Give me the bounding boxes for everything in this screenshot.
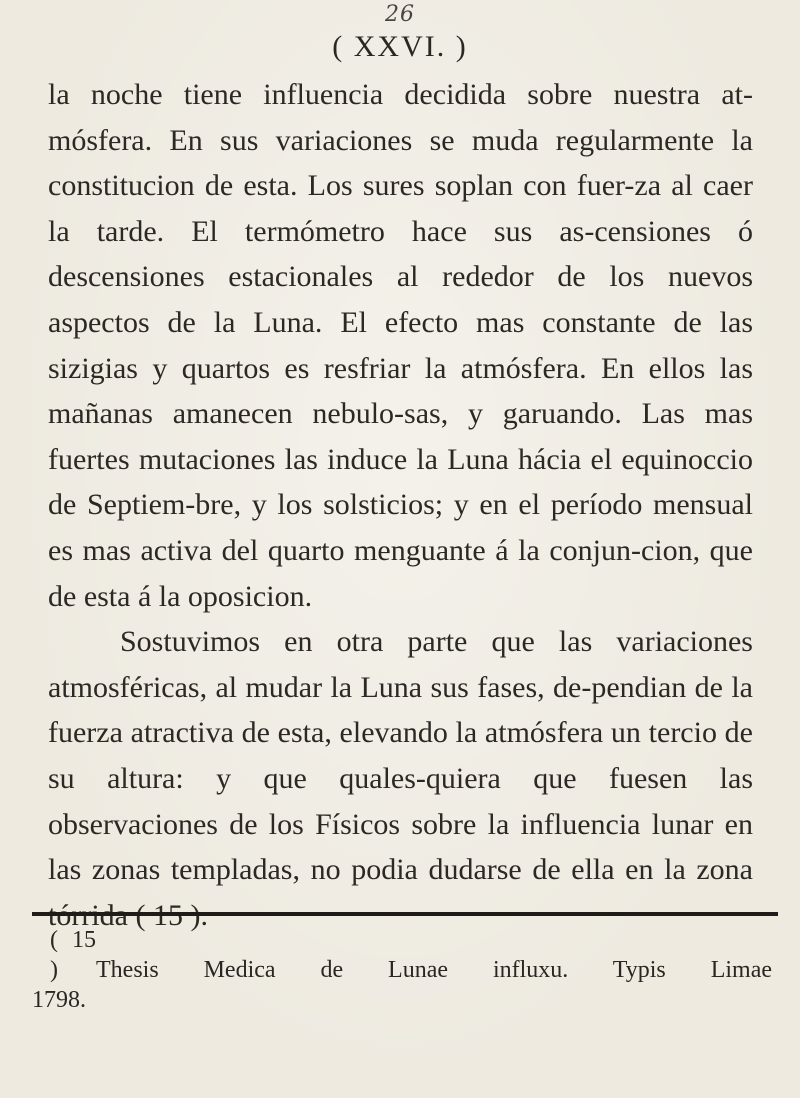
footnote-text-line-2: 1798. <box>32 987 86 1013</box>
page-number: ( XXVI. ) <box>332 30 468 63</box>
footnote-text-line-1: Thesis Medica de Lunae influxu. Typis Limae <box>96 957 772 983</box>
paragraph-1: la noche tiene influencia decidida sobre nuestra at-mósfera. En sus variaciones se muda regularmente la constitucion de esta. Los sures soplan con fuer-za al caer la tarde. El termómetro hace sus as-censiones ó descensiones estacionales al rededor de los nuevos aspectos de la Luna. El efecto mas constante de las sizigias y quartos es resfriar la atmósfera. En ellos las mañanas amanecen nebulo-sas, y garuando. Las mas fuertes mutaciones las induce la Luna hácia el equinoccio de Septiem-bre, y los solsticios; y en el período mensual es mas activa del quarto menguante á la conjun-cion, que de esta á la oposicion. <box>48 78 753 613</box>
footnote-mark: ( 15 ) <box>50 927 96 983</box>
footnote-line-1 <box>32 925 772 985</box>
body-text <box>48 72 753 938</box>
paragraph-2: Sostuvimos en otra parte que las variaciones atmosféricas, al mudar la Luna sus fases, de-pendian de la fuerza atractiva de esta, elevando la atmósfera un tercio de su altura: y que quales-quiera que fuesen las observaciones de los Físicos sobre la influencia lunar en las zonas templadas, no podia dudarse de ella en la zona tórrida ( 15 ). <box>48 625 753 932</box>
footnote-rule <box>32 912 778 916</box>
footnote <box>32 925 772 1015</box>
folio-mark: 26 <box>385 2 415 27</box>
